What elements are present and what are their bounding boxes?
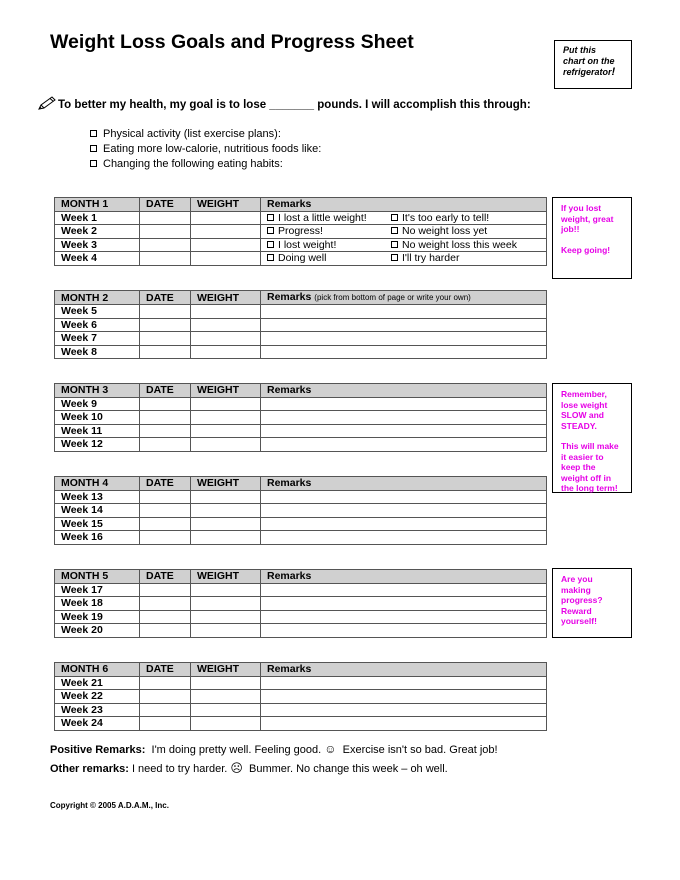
plan-options xyxy=(90,127,321,172)
month-label: MONTH 6 xyxy=(55,663,140,677)
date-header: DATE xyxy=(140,198,191,212)
remarks-cell[interactable]: I lost weight! No weight loss this week xyxy=(261,238,547,252)
table-row: Week 22 xyxy=(55,690,547,704)
checkbox-icon[interactable] xyxy=(90,160,97,167)
checkbox-icon[interactable] xyxy=(391,227,398,234)
checkbox-icon[interactable] xyxy=(267,214,274,221)
fridge-note-line: refrigerator! xyxy=(563,66,616,78)
option-item[interactable]: Physical activity (list exercise plans): xyxy=(90,127,321,142)
table-row: Week 11 xyxy=(55,424,547,438)
remarks-header: Remarks (pick from bottom of page or write your own) xyxy=(261,291,547,305)
month-label: MONTH 2 xyxy=(55,291,140,305)
month-table xyxy=(54,290,547,359)
positive-remarks: Positive Remarks: I'm doing pretty well. Feeling good. ☺ Exercise isn't so bad. Great job! xyxy=(50,742,498,756)
date-header: DATE xyxy=(140,291,191,305)
table-row: Week 15 xyxy=(55,517,547,531)
checkbox-icon[interactable] xyxy=(90,145,97,152)
weight-header: WEIGHT xyxy=(191,384,261,398)
table-row: Week 12 xyxy=(55,438,547,452)
fridge-note-line: chart on the xyxy=(563,56,615,66)
month-table xyxy=(54,383,547,452)
month-label: MONTH 4 xyxy=(55,477,140,491)
page-title: Weight Loss Goals and Progress Sheet xyxy=(50,31,414,53)
date-header: DATE xyxy=(140,384,191,398)
checkbox-icon[interactable] xyxy=(90,130,97,137)
option-item[interactable]: Eating more low-calorie, nutritious foods like: xyxy=(90,142,321,157)
table-row: Week 20 xyxy=(55,624,547,638)
month-table xyxy=(54,197,547,266)
date-header: DATE xyxy=(140,663,191,677)
weight-header: WEIGHT xyxy=(191,570,261,584)
checkbox-icon[interactable] xyxy=(391,241,398,248)
table-row: Week 2 Progress! No weight loss yet xyxy=(55,225,547,239)
table-row: Week 24 xyxy=(55,717,547,731)
table-row: Week 7 xyxy=(55,332,547,346)
weight-header: WEIGHT xyxy=(191,663,261,677)
table-row: Week 1 I lost a little weight! It's too early to tell! xyxy=(55,211,547,225)
copyright: Copyright © 2005 A.D.A.M., Inc. xyxy=(50,801,169,810)
table-row: Week 13 xyxy=(55,490,547,504)
side-note-slow-steady: Remember, lose weight SLOW and STEADY. This will make it easier to keep the weight off in the long term! xyxy=(552,383,632,493)
month-label: MONTH 5 xyxy=(55,570,140,584)
table-row: Week 4 Doing well I'll try harder xyxy=(55,252,547,266)
month-table xyxy=(54,569,547,638)
table-row: Week 14 xyxy=(55,504,547,518)
table-row: Week 19 xyxy=(55,610,547,624)
fridge-note-line: Put this xyxy=(563,45,596,55)
date-header: DATE xyxy=(140,570,191,584)
month-table xyxy=(54,662,547,731)
option-item[interactable]: Changing the following eating habits: xyxy=(90,157,321,172)
checkbox-icon[interactable] xyxy=(391,254,398,261)
weight-header: WEIGHT xyxy=(191,477,261,491)
table-row: Week 9 xyxy=(55,397,547,411)
remarks-cell[interactable]: I lost a little weight! It's too early to tell! xyxy=(261,211,547,225)
remarks-header: Remarks xyxy=(261,570,547,584)
table-row: Week 17 xyxy=(55,583,547,597)
table-row: Week 23 xyxy=(55,703,547,717)
table-row: Week 10 xyxy=(55,411,547,425)
remarks-header: Remarks xyxy=(261,477,547,491)
other-remarks: Other remarks: I need to try harder. ☹ Bummer. No change this week – oh well. xyxy=(50,761,448,775)
month-table xyxy=(54,476,547,545)
side-note-reward: Are you making progress? Reward yourself! xyxy=(552,568,632,638)
remarks-cell[interactable]: Doing well I'll try harder xyxy=(261,252,547,266)
fridge-note xyxy=(554,40,632,89)
remarks-header: Remarks xyxy=(261,198,547,212)
table-row: Week 3 I lost weight! No weight loss this week xyxy=(55,238,547,252)
table-row: Week 5 xyxy=(55,305,547,319)
checkbox-icon[interactable] xyxy=(267,241,274,248)
table-row: Week 21 xyxy=(55,676,547,690)
month-label: MONTH 3 xyxy=(55,384,140,398)
month-label: MONTH 1 xyxy=(55,198,140,212)
checkbox-icon[interactable] xyxy=(267,254,274,261)
checkbox-icon[interactable] xyxy=(391,214,398,221)
table-row: Week 6 xyxy=(55,318,547,332)
smiley-sad-icon: ☹ xyxy=(230,761,243,775)
side-note-great-job: If you lost weight, great job!! Keep going! xyxy=(552,197,632,279)
table-row: Week 18 xyxy=(55,597,547,611)
checkbox-icon[interactable] xyxy=(267,227,274,234)
pencil-icon xyxy=(38,96,56,113)
weight-header: WEIGHT xyxy=(191,291,261,305)
remarks-cell[interactable]: Progress! No weight loss yet xyxy=(261,225,547,239)
goal-statement: To better my health, my goal is to lose _______ pounds. I will accomplish this through: xyxy=(38,96,531,113)
remarks-header: Remarks xyxy=(261,663,547,677)
table-row: Week 16 xyxy=(55,531,547,545)
date-header: DATE xyxy=(140,477,191,491)
smiley-happy-icon: ☺ xyxy=(324,742,337,756)
table-row: Week 8 xyxy=(55,345,547,359)
remarks-header: Remarks xyxy=(261,384,547,398)
weight-header: WEIGHT xyxy=(191,198,261,212)
